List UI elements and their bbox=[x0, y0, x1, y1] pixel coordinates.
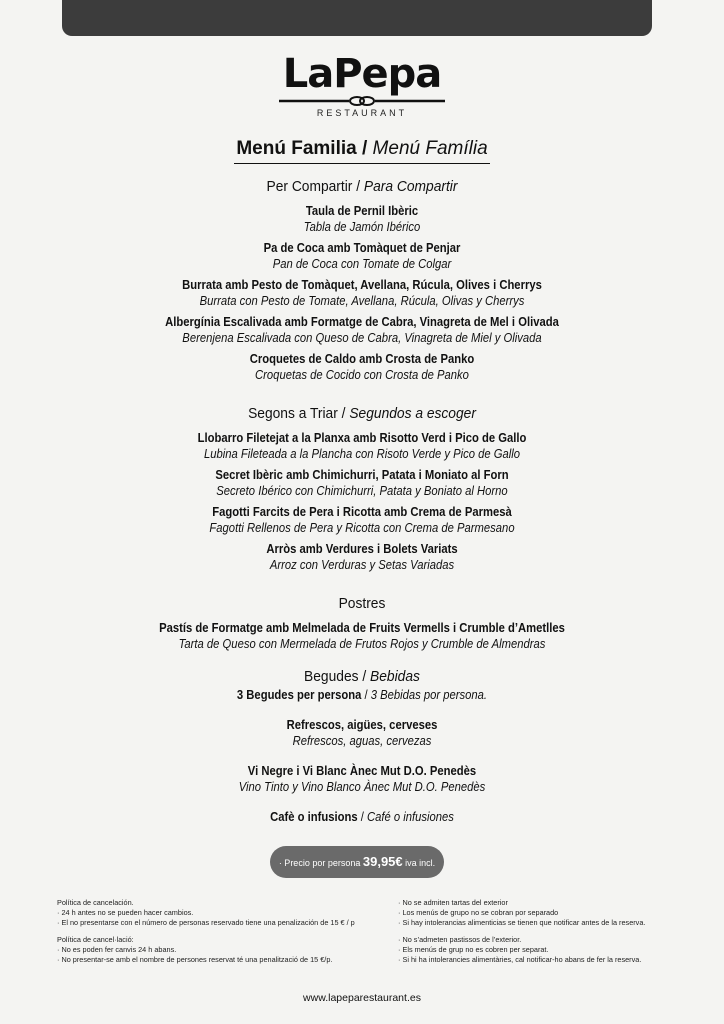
dish-name-es: Pan de Coca con Tomate de Colgar bbox=[272, 257, 452, 271]
dish-name-es: Berenjena Escalivada con Queso de Cabra, Vinagreta de Miel y Olivada bbox=[182, 331, 542, 345]
coffee-ca: Cafè o infusions bbox=[270, 810, 358, 824]
dish-name-ca: Secret Ibèric amb Chimichurri, Patata i Moniato al Forn bbox=[215, 468, 509, 482]
drink-item bbox=[40, 717, 684, 749]
drink-name-es: Vino Tinto y Vino Blanco Ànec Mut D.O. Penedès bbox=[238, 780, 486, 794]
note-line: · Els menús de grup no es cobren per separat. bbox=[398, 945, 549, 954]
dish-name-ca: Llobarro Filetejat a la Planxa amb Risotto Verd i Pico de Gallo bbox=[197, 431, 527, 445]
section-title-es: Segundos a escoger bbox=[349, 405, 476, 422]
dish-name-ca: Fagotti Farcits de Pera i Ricotta amb Crema de Parmesà bbox=[212, 505, 512, 519]
dish-name-es: Arroz con Verduras y Setas Variadas bbox=[269, 558, 455, 572]
dish bbox=[40, 314, 684, 346]
drink-name-es: Refrescos, aguas, cervezas bbox=[292, 734, 432, 748]
section-title-ca: Per Compartir bbox=[266, 178, 353, 195]
note-line: · No presentar-se amb el nombre de persones reservat té una penalització de 15 €/p. bbox=[57, 955, 333, 964]
drink-item bbox=[40, 763, 684, 795]
section-title-ca: Postres bbox=[338, 595, 386, 612]
logo-subtitle: RESTAURANT bbox=[316, 108, 408, 118]
note-block bbox=[398, 898, 698, 928]
dish-name-es: Secreto Ibérico con Chimichurri, Patata y Boniato al Horno bbox=[216, 484, 508, 498]
note-block bbox=[398, 935, 698, 965]
section-title-ca: Segons a Triar bbox=[248, 405, 338, 422]
menu-title-ca: Menú Familia bbox=[236, 138, 357, 159]
note-line: · Si hay intolerancias alimenticias se tienen que notificar antes de la reserva. bbox=[398, 918, 646, 927]
coffee-es: Café o infusiones bbox=[366, 810, 454, 824]
website-link[interactable]: www.lapeparestaurant.es bbox=[303, 992, 421, 1004]
logo-name: LaPepa bbox=[282, 51, 442, 97]
dish-name-ca: Burrata amb Pesto de Tomàquet, Avellana, Rúcula, Olives i Cherrys bbox=[182, 278, 542, 292]
dish bbox=[40, 541, 684, 573]
note-line: · Si hi ha intolerancies alimentàries, cal notificar-ho abans de fer la reserva. bbox=[398, 955, 642, 964]
note-line: · El no presentarse con el número de personas reservado tiene una penalización de 15 € / p bbox=[57, 918, 355, 927]
menu-title-es: Menú Família bbox=[372, 138, 488, 159]
menu-title: Menú Familia / Menú Família bbox=[234, 138, 489, 164]
restaurant-logo bbox=[0, 52, 724, 118]
section-segons bbox=[40, 405, 684, 573]
drinks-count-ca: 3 Begudes per persona bbox=[236, 688, 362, 702]
note-line: · 24 h antes no se pueden hacer cambios. bbox=[57, 908, 194, 917]
dish-name-ca: Arròs amb Verdures i Bolets Variats bbox=[266, 542, 458, 556]
drinks-count-es: 3 Bebidas por persona. bbox=[370, 688, 488, 702]
dish-name-ca: Albergínia Escalivada amb Formatge de Cabra, Vinagreta de Mel i Olivada bbox=[165, 315, 559, 329]
drinks-count: 3 Begudes per persona / 3 Bebidas por persona. bbox=[236, 688, 488, 702]
top-banner bbox=[62, 0, 652, 36]
section-begudes bbox=[40, 668, 684, 825]
note-block bbox=[57, 935, 387, 965]
dish bbox=[40, 467, 684, 499]
price-amount: 39,95€ bbox=[362, 854, 403, 869]
note-line: Política de cancel·lació: bbox=[57, 935, 134, 944]
notes-right bbox=[398, 898, 698, 972]
dish-name-ca: Taula de Pernil Ibèric bbox=[305, 204, 419, 218]
dish bbox=[40, 620, 684, 652]
dish-name-ca: Croquetes de Caldo amb Crosta de Panko bbox=[249, 352, 475, 366]
section-title-ca: Begudes bbox=[304, 668, 359, 685]
section-title: Begudes / Bebidas bbox=[304, 668, 420, 685]
drink-name-ca: Refrescos, aigües, cerveses bbox=[286, 718, 438, 732]
dish bbox=[40, 240, 684, 272]
note-line: · Los menús de grupo no se cobran por separado bbox=[398, 908, 559, 917]
dish-name-ca: Pastís de Formatge amb Melmelada de Fruits Vermells i Crumble d’Ametlles bbox=[159, 621, 565, 635]
section-title-es: Para Compartir bbox=[363, 178, 458, 195]
dish bbox=[40, 430, 684, 462]
dish bbox=[40, 504, 684, 536]
dish bbox=[40, 351, 684, 383]
note-line: · No es poden fer canvis 24 h abans. bbox=[57, 945, 177, 954]
drink-name-ca: Vi Negre i Vi Blanc Ànec Mut D.O. Penedès bbox=[247, 764, 477, 778]
price-label: · Precio por persona bbox=[278, 858, 361, 868]
note-line: Política de cancelación. bbox=[57, 898, 134, 907]
price-tax: iva incl. bbox=[405, 858, 436, 868]
section-title: Segons a Triar / Segundos a escoger bbox=[248, 405, 476, 422]
dish bbox=[40, 203, 684, 235]
menu bbox=[40, 138, 684, 835]
coffee-line: Cafè o infusions / Café o infusiones bbox=[270, 810, 454, 824]
dish-name-es: Croquetas de Cocido con Crosta de Panko bbox=[255, 368, 469, 382]
dish-name-es: Burrata con Pesto de Tomate, Avellana, Rúcula, Olivas y Cherrys bbox=[199, 294, 525, 308]
note-line: · No s’admeten pastissos de l’exterior. bbox=[398, 935, 522, 944]
section-postres bbox=[40, 595, 684, 652]
dish-name-es: Lubina Fileteada a la Plancha con Risoto Verde y Pico de Gallo bbox=[203, 447, 521, 461]
dish-name-es: Tarta de Queso con Mermelada de Frutos Rojos y Crumble de Almendras bbox=[178, 637, 546, 651]
price-badge bbox=[270, 846, 444, 878]
section-title bbox=[66, 595, 658, 612]
note-line: · No se admiten tartas del exterior bbox=[398, 898, 508, 907]
section-per-compartir bbox=[40, 178, 684, 383]
note-block bbox=[57, 898, 387, 928]
section-title: Per Compartir / Para Compartir bbox=[266, 178, 458, 195]
dish-name-es: Fagotti Rellenos de Pera y Ricotta con Crema de Parmesano bbox=[209, 521, 515, 535]
section-title-es: Bebidas bbox=[370, 668, 420, 685]
dish bbox=[40, 277, 684, 309]
dish-name-ca: Pa de Coca amb Tomàquet de Penjar bbox=[263, 241, 461, 255]
rope-knot-icon bbox=[277, 96, 447, 106]
notes-left bbox=[57, 898, 387, 972]
dish-name-es: Tabla de Jamón Ibérico bbox=[303, 220, 421, 234]
